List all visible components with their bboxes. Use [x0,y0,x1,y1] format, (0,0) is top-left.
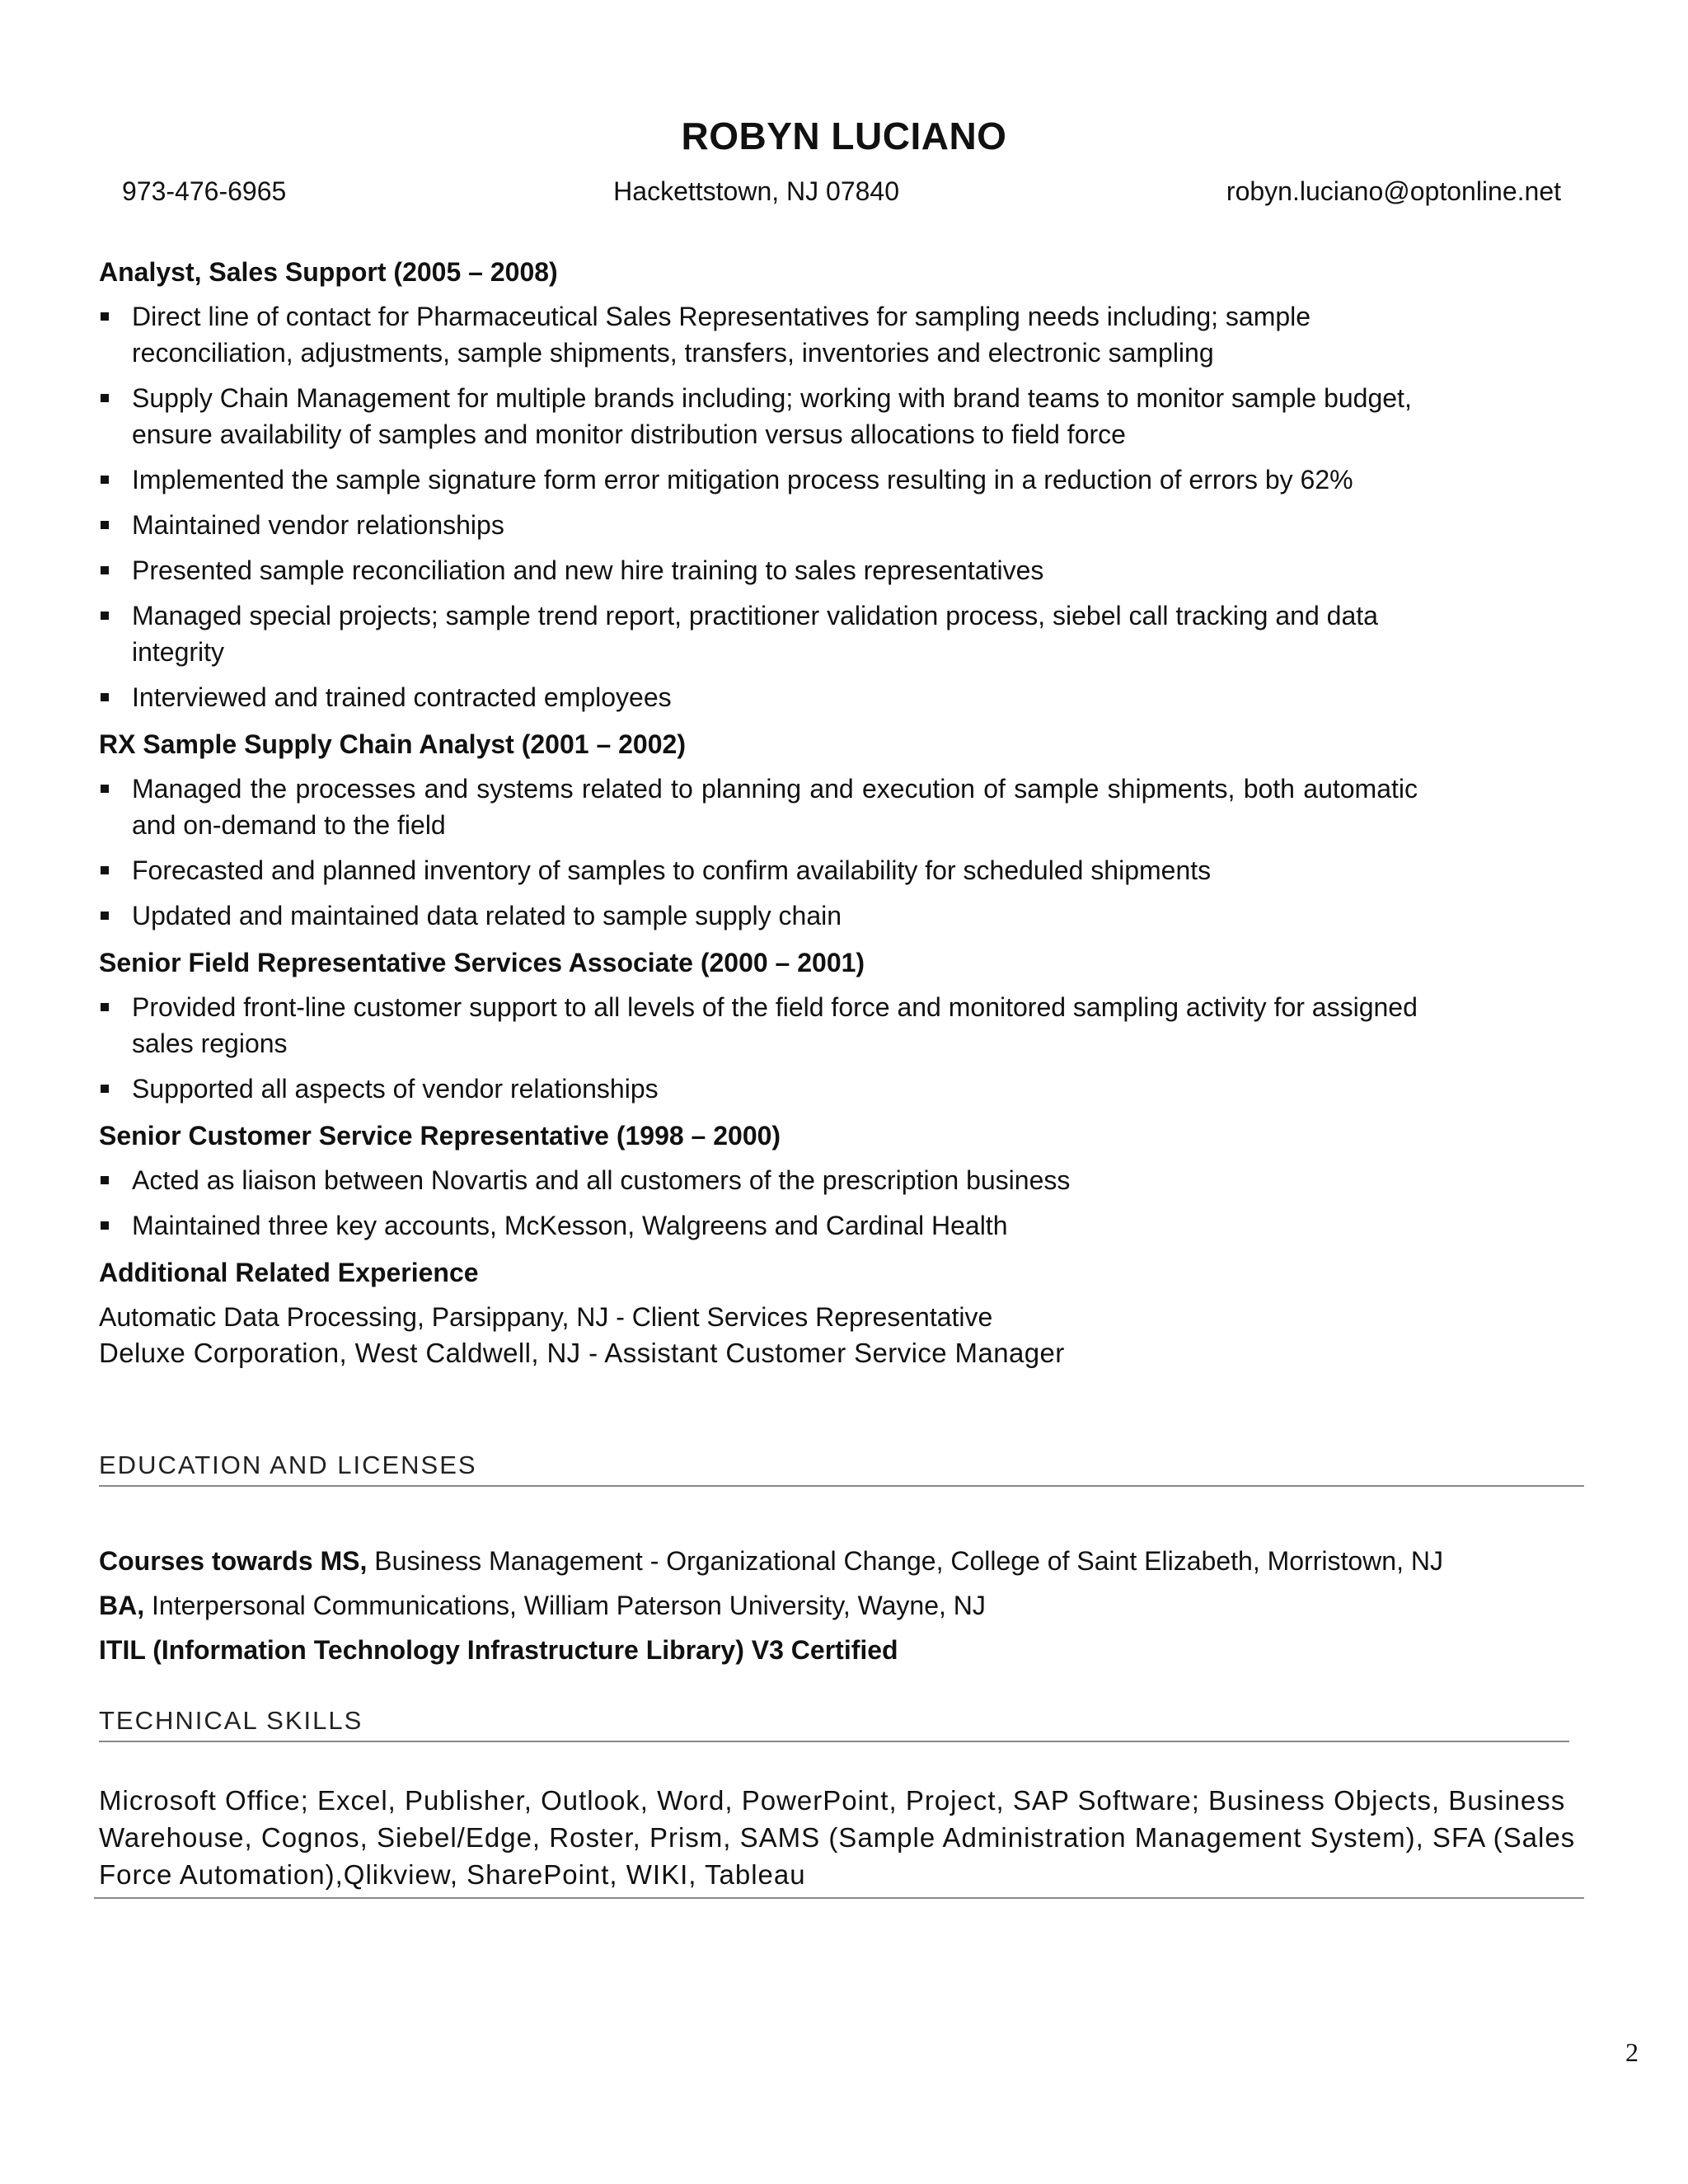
job-title: Analyst, Sales Support (2005 – 2008) [99,257,558,287]
bullet-item: Forecasted and planned inventory of samples to confirm availability for scheduled shipments [99,852,1418,888]
page-number: 2 [1625,2037,1639,2067]
job-entry [99,943,1418,1107]
square-bullet-icon [101,1176,109,1184]
job-bullets [99,989,1418,1107]
bullet-item: Supply Chain Management for multiple brands including; working with brand teams to monitor sample budget, ensure availability of samples and monitor distribution versus allocations to field force [99,380,1418,452]
education-heading: EDUCATION AND LICENSES [99,1451,1584,1487]
square-bullet-icon [101,1003,109,1011]
bullet-item: Provided front-line customer support to all levels of the field force and monitored sampling activity for assigned sales regions [99,989,1418,1062]
job-entry [99,252,1418,715]
square-bullet-icon [101,1221,109,1230]
job-bullets [99,1162,1418,1244]
job-entry [99,1116,1418,1244]
square-bullet-icon [101,693,109,701]
square-bullet-icon [101,912,109,920]
additional-experience-title: Additional Related Experience [99,1258,479,1287]
job-title: Senior Customer Service Representative (1998 – 2000) [99,1121,781,1151]
square-bullet-icon [101,394,109,402]
bullet-item: Maintained three key accounts, McKesson, Walgreens and Cardinal Health [99,1207,1418,1244]
job-bullets [99,298,1418,715]
square-bullet-icon [101,785,109,793]
bullet-item: Interviewed and trained contracted employees [99,679,1418,715]
technical-skills-text: Microsoft Office; Excel, Publisher, Outlook, Word, PowerPoint, Project, SAP Software; Business Objects, Business Warehouse, Cognos, Siebel/Edge, Roster, Prism, SAMS (Sample Administration Management System), SFA (Sales Force Automation),Qlikview, SharePoint, WIKI, Tableau [99,1785,1576,1890]
bullet-item: Presented sample reconciliation and new hire training to sales representatives [99,552,1418,588]
education-item: BA, Interpersonal Communications, William Paterson University, Wayne, NJ [99,1591,986,1620]
job-title: RX Sample Supply Chain Analyst (2001 – 2002) [99,729,686,759]
candidate-name: ROBYN LUCIANO [681,115,1007,157]
square-bullet-icon [101,866,109,874]
location: Hackettstown, NJ 07840 [613,176,900,206]
education-item: ITIL (Information Technology Infrastructure Library) V3 Certified [99,1635,898,1665]
additional-experience-line: Automatic Data Processing, Parsippany, NJ - Client Services Representative [99,1302,993,1332]
square-bullet-icon [101,1085,109,1093]
email-address: robyn.luciano@optonline.net [1226,176,1561,206]
bullet-item: Acted as liaison between Novartis and all customers of the prescription business [99,1162,1418,1198]
bullet-item: Managed special projects; sample trend report, practitioner validation process, siebel call tracking and data integrity [99,598,1418,670]
bullet-item: Supported all aspects of vendor relationships [99,1071,1418,1107]
square-bullet-icon [101,612,109,620]
skills-divider [94,1897,1584,1899]
bullet-item: Direct line of contact for Pharmaceutical Sales Representatives for sampling needs including; sample reconciliation, adjustments, sample shipments, transfers, inventories and electronic sampling [99,298,1418,371]
bullet-item: Managed the processes and systems related to planning and execution of sample shipments, both automatic and on-demand to the field [99,771,1418,843]
bullet-item: Updated and maintained data related to sample supply chain [99,898,1418,934]
square-bullet-icon [101,476,109,484]
contact-line [122,176,1561,207]
job-bullets [99,771,1418,934]
square-bullet-icon [101,521,109,529]
phone-number: 973-476-6965 [122,176,287,206]
technical-skills-heading: TECHNICAL SKILLS [99,1706,1569,1742]
square-bullet-icon [101,312,109,321]
bullet-item: Maintained vendor relationships [99,507,1418,543]
bullet-item: Implemented the sample signature form error mitigation process resulting in a reduction of errors by 62% [99,462,1418,498]
additional-experience [99,1253,1418,1371]
square-bullet-icon [101,566,109,574]
job-entry [99,724,1418,934]
education-section [99,1543,1500,1676]
education-item: Courses towards MS, Business Management - Organizational Change, College of Saint Elizabeth, Morristown, NJ [99,1546,1443,1576]
additional-experience-line: Deluxe Corporation, West Caldwell, NJ - Assistant Customer Service Manager [99,1338,1065,1368]
experience-section [99,252,1418,1371]
job-title: Senior Field Representative Services Associate (2000 – 2001) [99,948,865,977]
